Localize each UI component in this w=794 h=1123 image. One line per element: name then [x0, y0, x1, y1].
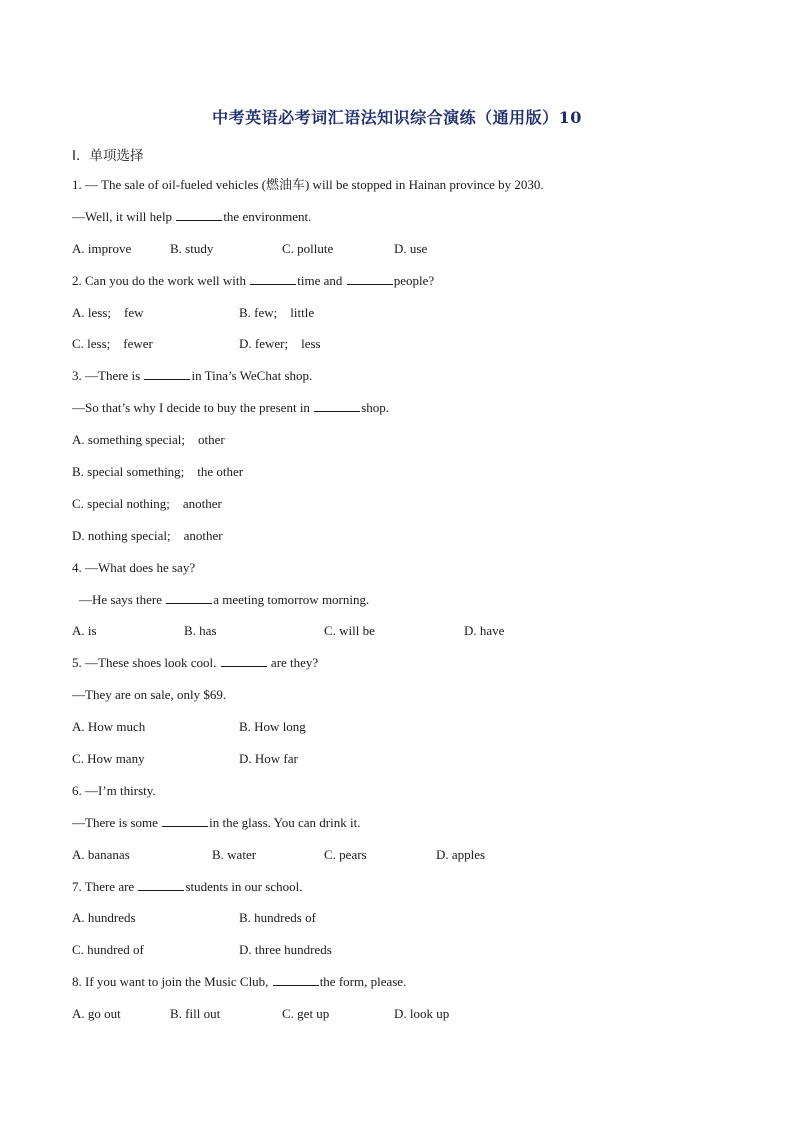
answer-blank: [144, 367, 190, 380]
options-row: [72, 1001, 732, 1033]
question-stem: [72, 874, 732, 906]
answer-option: B. water: [212, 846, 257, 862]
question-text: 8. If you want to join the Music Club,: [72, 974, 272, 990]
question-text: —Well, it will help: [72, 208, 176, 224]
question-stem: [72, 363, 732, 395]
question-text: —He says there: [79, 591, 166, 607]
question-text: time and: [297, 272, 346, 288]
options-row: [72, 746, 732, 778]
answer-option: C. hundred of: [72, 942, 144, 958]
options-row: [72, 523, 732, 555]
question-text: —So that’s why I decide to buy the present in: [72, 400, 314, 416]
question-line: [72, 810, 732, 842]
answer-blank: [162, 814, 208, 827]
section-heading: Ⅰ．单项选择: [72, 148, 144, 164]
answer-option: B. How long: [239, 719, 306, 735]
answer-option: C. less; fewer: [72, 336, 153, 352]
answer-option: C. special nothing; another: [72, 495, 222, 511]
answer-blank: [138, 878, 184, 891]
options-row: [72, 236, 732, 268]
answer-option: A. hundreds: [72, 910, 136, 926]
question-text: 4. —What does he say?: [72, 559, 196, 575]
answer-option: B. few; little: [239, 304, 315, 320]
question-text: the environment.: [223, 208, 312, 224]
question-text: shop.: [361, 400, 389, 416]
question-text: in the glass. You can drink it.: [209, 814, 361, 830]
options-row: [72, 459, 732, 491]
question-text: in Tina’s WeChat shop.: [191, 368, 313, 384]
answer-option: B. special something; the other: [72, 464, 244, 480]
answer-blank: [166, 591, 212, 604]
options-row: [72, 937, 732, 969]
options-row: [72, 842, 732, 874]
question-stem: [72, 778, 732, 810]
answer-option: A. less; few: [72, 304, 144, 320]
options-row: [72, 905, 732, 937]
answer-option: A. improve: [72, 240, 132, 256]
answer-option: D. nothing special; another: [72, 527, 223, 543]
question-text: students in our school.: [185, 878, 303, 894]
question-text: 1. — The sale of oil-fueled vehicles (燃油车) will be stopped in Hainan province by 2030.: [72, 177, 544, 192]
answer-option: B. hundreds of: [239, 910, 316, 926]
question-text: 7. There are: [72, 878, 138, 894]
answer-option: B. has: [184, 623, 217, 639]
answer-option: C. will be: [324, 623, 375, 639]
question-text: the form, please.: [319, 974, 407, 990]
question-list: [72, 172, 732, 1033]
answer-option: B. fill out: [170, 1006, 221, 1022]
answer-option: D. fewer; less: [239, 336, 321, 352]
answer-option: C. pears: [324, 846, 367, 862]
answer-option: D. look up: [394, 1006, 450, 1022]
answer-option: D. apples: [436, 846, 486, 862]
question-stem: [72, 172, 732, 204]
question-text: 3. —There is: [72, 368, 144, 384]
question-line: [72, 682, 732, 714]
answer-option: B. study: [170, 240, 214, 256]
answer-option: D. have: [464, 623, 505, 639]
question-stem: [72, 555, 732, 587]
options-row: [72, 427, 732, 459]
answer-option: D. three hundreds: [239, 942, 332, 958]
question-line: [72, 395, 732, 427]
options-row: [72, 331, 732, 363]
options-row: [72, 618, 732, 650]
answer-blank: [221, 654, 267, 667]
question-line: [72, 587, 732, 619]
options-row: [72, 300, 732, 332]
question-stem: [72, 969, 732, 1001]
answer-option: A. bananas: [72, 846, 130, 862]
answer-option: D. use: [394, 240, 428, 256]
question-text: —They are on sale, only $69.: [72, 687, 227, 703]
page-title: 中考英语必考词汇语法知识综合演练（通用版）10: [212, 108, 582, 127]
question-text: 2. Can you do the work well with: [72, 272, 250, 288]
answer-option: C. How many: [72, 751, 145, 767]
answer-blank: [347, 272, 393, 285]
answer-option: A. How much: [72, 719, 146, 735]
answer-option: C. pollute: [282, 240, 334, 256]
answer-option: D. How far: [239, 751, 298, 767]
answer-option: A. is: [72, 623, 97, 639]
question-line: [72, 204, 732, 236]
answer-blank: [273, 973, 319, 986]
answer-option: A. something special; other: [72, 432, 225, 448]
question-text: —There is some: [72, 814, 162, 830]
answer-option: A. go out: [72, 1006, 121, 1022]
question-text: people?: [393, 272, 435, 288]
answer-option: C. get up: [282, 1006, 330, 1022]
answer-blank: [314, 399, 360, 412]
question-text: a meeting tomorrow morning.: [213, 591, 370, 607]
answer-blank: [250, 272, 296, 285]
answer-blank: [176, 208, 222, 221]
options-row: [72, 714, 732, 746]
options-row: [72, 491, 732, 523]
question-stem: [72, 650, 732, 682]
question-stem: [72, 268, 732, 300]
question-text: 6. —I’m thirsty.: [72, 782, 156, 798]
question-text: 5. —These shoes look cool.: [72, 655, 220, 671]
question-text: are they?: [267, 655, 319, 671]
